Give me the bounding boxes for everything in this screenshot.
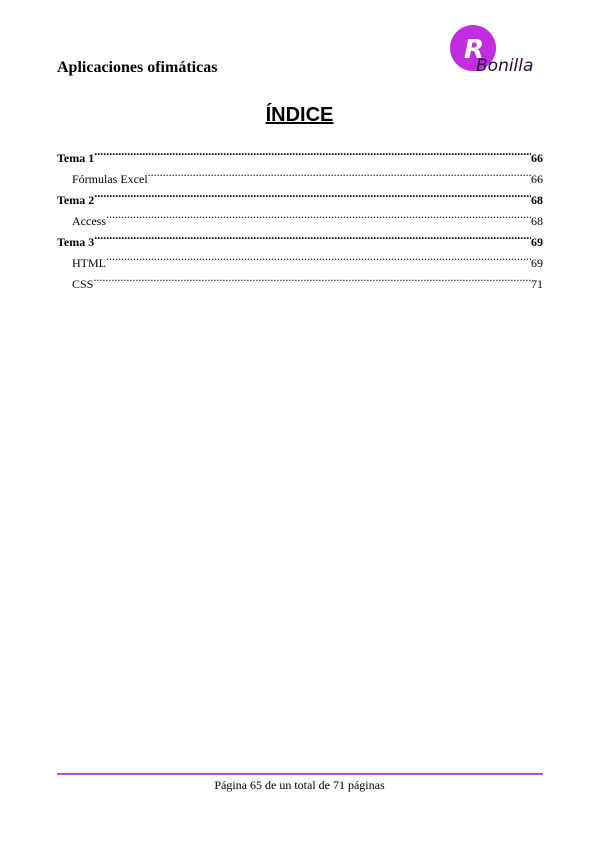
toc-entry-page: 66 [531,172,543,186]
footer-divider [57,773,543,775]
toc-entry-page: 68 [531,214,543,228]
toc-entry-label: Access [72,214,106,228]
toc-entry-formulas-excel[interactable] [57,162,543,186]
toc-entry-page: 71 [531,277,543,291]
toc-dot-leader [94,225,531,246]
toc-entry-label: Tema 2 [57,193,95,207]
toc-dot-leader [106,246,531,267]
toc-entry-label: Tema 1 [57,151,95,165]
toc-entry-tema-3[interactable] [57,225,543,249]
toc-entry-page: 66 [531,151,543,165]
page-footer: Página 65 de un total de 71 páginas [214,778,385,792]
toc-dot-leader [93,267,531,288]
toc-entry-html[interactable] [57,246,543,270]
table-of-contents [57,141,543,291]
toc-entry-label: Fórmulas Excel [72,172,148,186]
logo-letter: R [464,35,485,65]
toc-entry-page: 68 [531,193,543,207]
toc-entry-label: Tema 3 [57,235,95,249]
logo-word: Bonilla [476,56,534,76]
toc-entry-tema-1[interactable] [57,141,543,165]
toc-entry-page: 69 [531,256,543,270]
toc-dot-leader [94,183,531,204]
toc-entry-css[interactable] [57,267,543,291]
document-header-title: Aplicaciones ofimáticas [57,59,218,76]
toc-entry-label: HTML [72,256,106,270]
toc-dot-leader [148,162,531,183]
toc-entry-tema-2[interactable] [57,183,543,207]
bonilla-logo [446,24,546,82]
index-heading: ÍNDICE [265,104,334,126]
toc-entry-access[interactable] [57,204,543,228]
toc-entry-label: CSS [72,277,94,291]
toc-dot-leader [106,204,531,225]
toc-dot-leader [94,141,531,162]
toc-entry-page: 69 [531,235,543,249]
